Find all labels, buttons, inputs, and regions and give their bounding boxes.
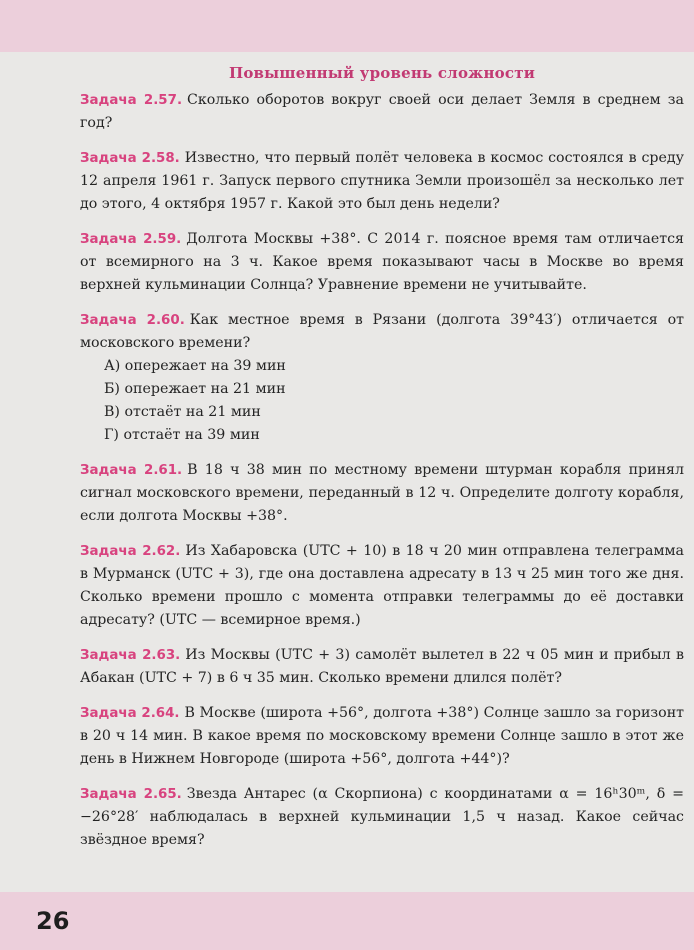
answer-option: Б) опережает на 21 мин — [104, 381, 286, 397]
task-2-65 — [80, 783, 684, 852]
answer-option: А) опережает на 39 мин — [104, 358, 286, 374]
header-band — [0, 0, 694, 52]
task-label: Задача 2.63. — [80, 648, 181, 663]
task-text: Известно, что первый полёт человека в космос состоялся в среду 12 апреля 1961 г. Запуск первого спутника Земли произошёл за несколько лет до этого, 4 октября 1957 г. Какой это был день недели? — [80, 150, 684, 212]
task-text: Из Хабаровска (UTC + 10) в 18 ч 20 мин отправлена телеграмма в Мурманск (UTC + 3), где она доставлена адресату в 13 ч 25 мин того же дня. Сколько времени прошло с момента отправки телеграммы до её доставки адресату? (UTC — всемирное время.) — [80, 543, 684, 628]
task-2-60 — [80, 309, 684, 447]
content-area — [80, 62, 684, 864]
answer-option: В) отстаёт на 21 мин — [104, 404, 261, 420]
task-label: Задача 2.57. — [80, 93, 183, 108]
task-text: Как местное время в Рязани (долгота 39°43′) отличается от московского времени? — [80, 312, 684, 351]
task-label: Задача 2.58. — [80, 151, 180, 166]
task-text: В 18 ч 38 мин по местному времени штурман корабля принял сигнал московского времени, переданный в 12 ч. Определите долготу корабля, если долгота Москвы +38°. — [80, 462, 684, 524]
task-label: Задача 2.59. — [80, 232, 182, 247]
task-2-57 — [80, 89, 684, 135]
task-label: Задача 2.61. — [80, 463, 183, 478]
task-label: Задача 2.62. — [80, 544, 181, 559]
footer-band — [0, 892, 694, 950]
section-title: Повышенный уровень сложности — [228, 64, 536, 82]
task-label: Задача 2.60. — [80, 313, 185, 328]
task-2-59 — [80, 228, 684, 297]
task-2-62 — [80, 540, 684, 632]
task-label: Задача 2.65. — [80, 787, 182, 802]
task-2-58 — [80, 147, 684, 216]
task-text: В Москве (широта +56°, долгота +38°) Солнце зашло за горизонт в 20 ч 14 мин. В какое время по московскому времени Солнце зашло в этот же день в Нижнем Новгороде (широта +56°, долгота +44°)? — [80, 705, 684, 767]
answer-option: Г) отстаёт на 39 мин — [104, 427, 260, 443]
task-2-61 — [80, 459, 684, 528]
task-text: Сколько оборотов вокруг своей оси делает Земля в среднем за год? — [80, 92, 684, 131]
task-text: Долгота Москвы +38°. С 2014 г. поясное время там отличается от всемирного на 3 ч. Какое время показывают часы в Москве во время верхней кульминации Солнца? Уравнение времени не учитывайте. — [80, 231, 684, 293]
page-number: 26 — [36, 907, 70, 935]
task-label: Задача 2.64. — [80, 706, 180, 721]
answer-options — [80, 355, 684, 447]
task-text: Из Москвы (UTC + 3) самолёт вылетел в 22 ч 05 мин и прибыл в Абакан (UTC + 7) в 6 ч 35 мин. Сколько времени длился полёт? — [80, 647, 684, 686]
task-2-63 — [80, 644, 684, 690]
task-text: Звезда Антарес (α Скорпиона) с координатами α = 16ʰ30ᵐ, δ = −26°28′ наблюдалась в верхней кульминации 1,5 ч назад. Какое сейчас звёздное время? — [80, 786, 684, 848]
task-2-64 — [80, 702, 684, 771]
